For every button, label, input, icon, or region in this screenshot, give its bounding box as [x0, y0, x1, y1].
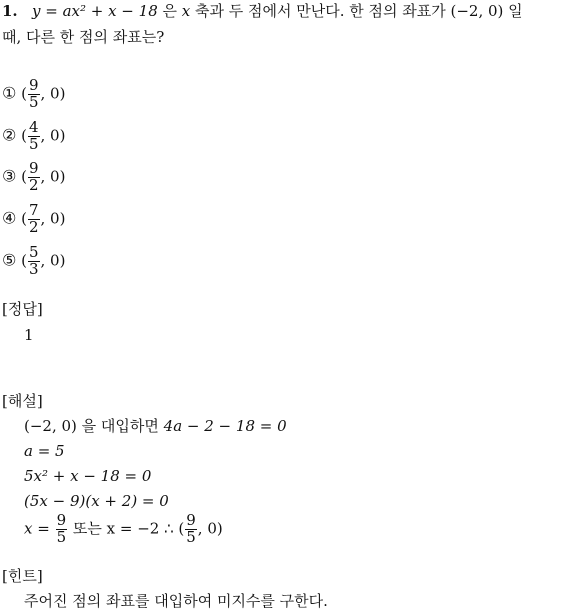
- question-variable: x: [181, 2, 191, 20]
- answer-header: [정답]: [2, 300, 43, 318]
- question-line-1: [2, 4, 523, 19]
- question-text-b: 축과 두 점에서 만난다. 한 점의 좌표가 (−2, 0) 일: [190, 2, 523, 20]
- solution-line-3: 5x² + x − 18 = 0: [24, 467, 152, 485]
- answer-value: 1: [24, 326, 34, 344]
- choice-marker: ②: [2, 125, 17, 145]
- choice-2[interactable]: ② ( $\frac{4}{5}$ , 0): [2, 118, 66, 153]
- solution-line-1: (−2, 0) 을 대입하면 4a − 2 − 18 = 0: [24, 417, 287, 435]
- hint-text: 주어진 점의 좌표를 대입하여 미지수를 구한다.: [24, 592, 328, 610]
- choice-marker: ④: [2, 208, 17, 228]
- choice-fraction: $\frac{9}{5}$: [28, 76, 39, 111]
- choice-fraction: $\frac{9}{2}$: [28, 159, 39, 194]
- choice-marker: ①: [2, 83, 17, 103]
- solution-line-4: (5x − 9)(x + 2) = 0: [24, 492, 169, 510]
- question-text-a: 은: [157, 2, 182, 20]
- choice-fraction: $\frac{5}{3}$: [28, 243, 39, 278]
- solution-header: [해설]: [2, 392, 43, 410]
- question-equation: y = ax² + x − 18: [31, 2, 158, 20]
- question-line-2: 때, 다른 한 점의 좌표는?: [2, 28, 165, 46]
- choice-3[interactable]: ③ ( $\frac{9}{2}$ , 0): [2, 159, 66, 194]
- choice-4[interactable]: ④ ( $\frac{7}{2}$ , 0): [2, 201, 66, 236]
- choice-fraction: $\frac{4}{5}$: [28, 118, 39, 153]
- choice-1[interactable]: ① ( $\frac{9}{5}$ , 0): [2, 76, 66, 111]
- solution-fraction: $\frac{9}{5}$: [56, 511, 67, 546]
- choice-marker: ③: [2, 166, 17, 186]
- hint-header: [힌트]: [2, 567, 43, 585]
- choice-5[interactable]: ⑤ ( $\frac{5}{3}$ , 0): [2, 243, 66, 278]
- choice-marker: ⑤: [2, 250, 17, 270]
- choice-fraction: $\frac{7}{2}$: [28, 201, 39, 236]
- solution-line-2: a = 5: [24, 442, 65, 460]
- solution-fraction-2: $\frac{9}{5}$: [186, 511, 196, 546]
- solution-line-5: x = $\frac{9}{5}$ 또는 x = −2 ∴ ( $\frac{9}{5}$ , 0): [24, 511, 223, 546]
- question-number: 1.: [2, 2, 18, 20]
